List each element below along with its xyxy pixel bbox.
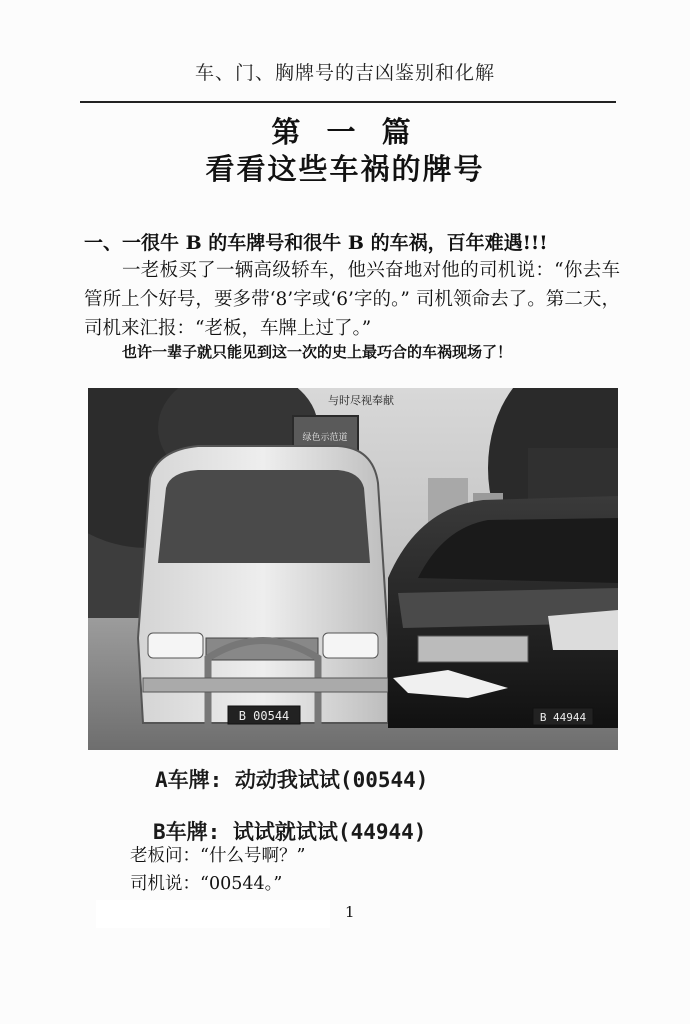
photo-caption: 也许一辈子就只能见到这一次的史上最巧合的车祸现场了！ <box>122 343 513 361</box>
whiteout-patch <box>96 900 330 928</box>
story-paragraph: 一老板买了一辆高级轿车，他兴奋地对他的司机说：“你去车管所上个好号，要多带‘8’字或‘6’字的。” 司机领命去了。第二天，司机来汇报：“老板，车牌上过了。” <box>84 260 620 339</box>
part-title: 第 一 篇 <box>271 115 419 149</box>
photo-watermark: 与时尽视奉献 <box>328 394 394 407</box>
page-number: 1 <box>345 903 355 921</box>
dialog-line-driver: 司机说：“00544。” <box>130 874 283 894</box>
running-head: 车、门、胸牌号的吉凶鉴别和化解 <box>194 62 495 84</box>
van-license-plate: B 00544 <box>238 709 290 723</box>
chapter-title: 看看这些车祸的牌号 <box>205 152 485 186</box>
plate-a-label: A车牌: 动动我试试(00544) <box>155 768 429 792</box>
billboard-text: 绿色示范道 <box>302 433 348 443</box>
crash-photo <box>88 388 618 750</box>
plate-b-label: B车牌: 试试就试试(44944) <box>153 820 427 844</box>
sedan-license-plate: B 44944 <box>539 711 587 724</box>
header-rule <box>80 101 616 103</box>
section-heading: 一、一很牛 B 的车牌号和很牛 B 的车祸，百年难遇!!! <box>84 232 548 254</box>
dialog-line-boss: 老板问：“什么号啊？” <box>130 846 306 866</box>
